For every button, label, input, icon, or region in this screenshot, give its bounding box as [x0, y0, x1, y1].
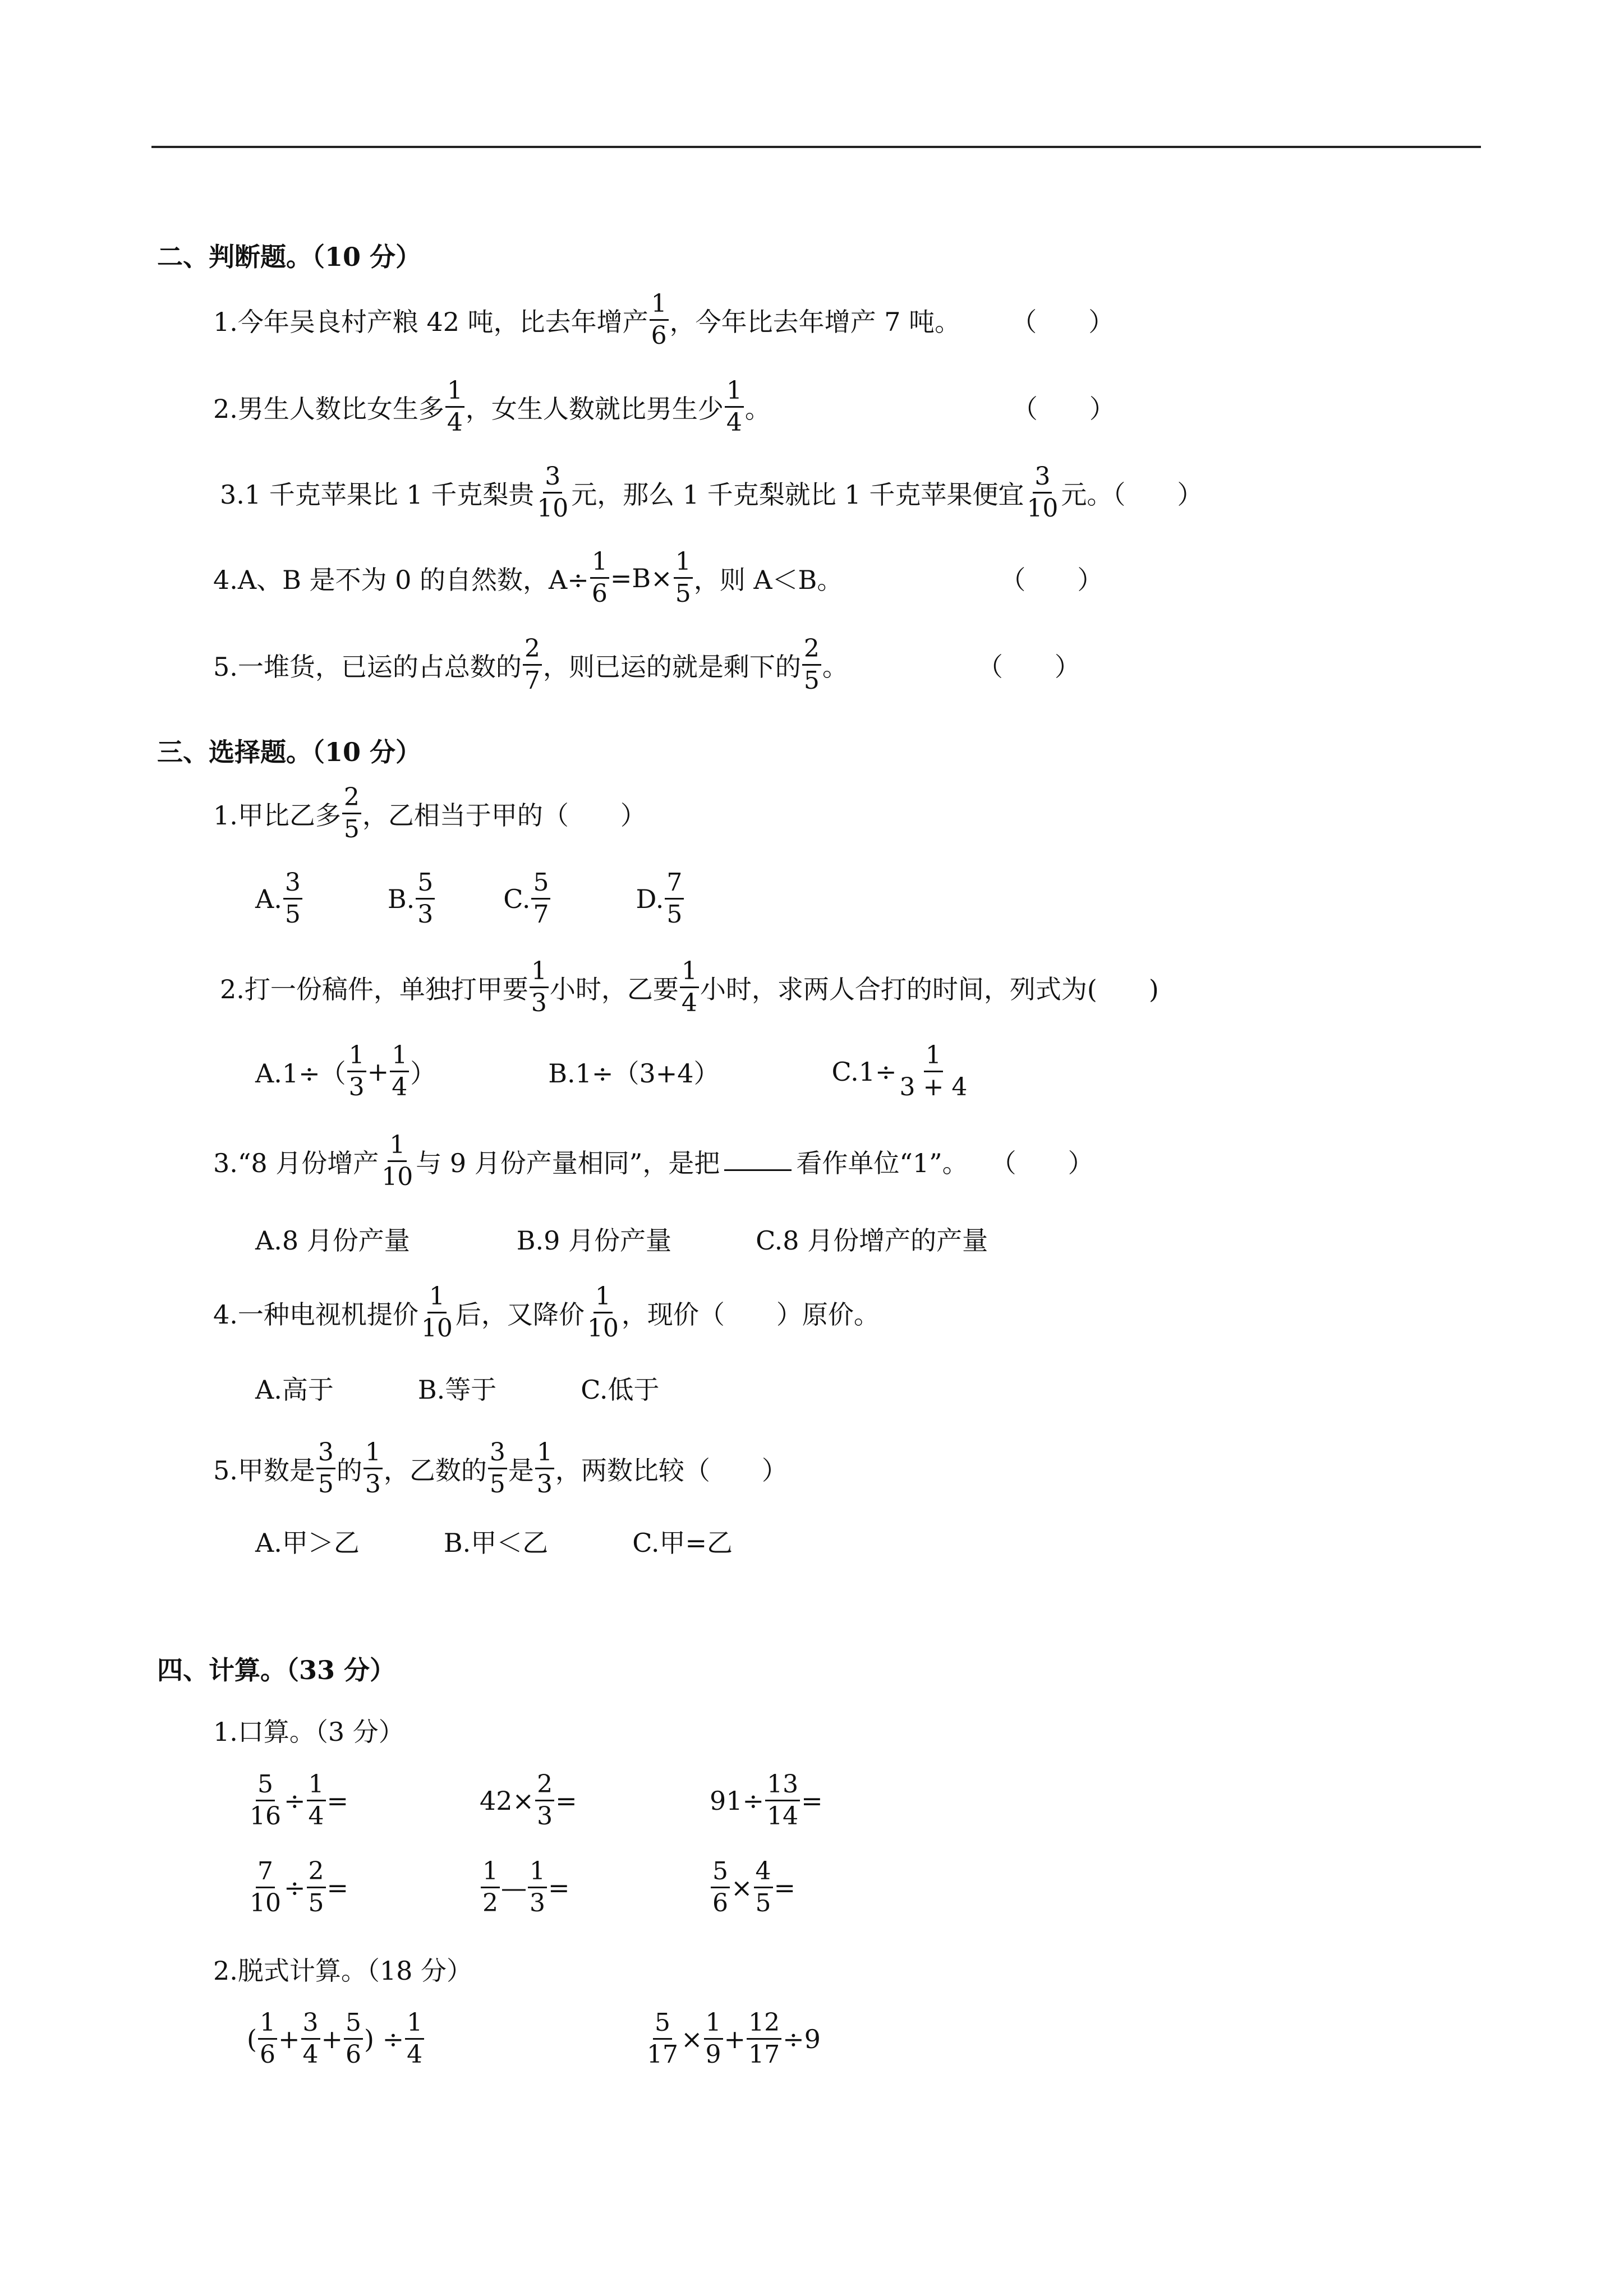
- fraction: $\frac{3}{10}$: [537, 462, 569, 523]
- q-text: ，今年比去年增产 7 吨。: [669, 306, 961, 337]
- fraction: $\frac{3}{10}$: [1027, 462, 1059, 523]
- fraction: $\frac{1}{4}$: [680, 959, 699, 1016]
- fraction: $\frac{1}{3}$: [347, 1043, 366, 1100]
- fill-blank[interactable]: [724, 1169, 792, 1171]
- option-c[interactable]: C.甲=乙: [632, 1528, 733, 1558]
- operator: ×: [731, 1872, 753, 1903]
- fraction: $\frac{12}{17}$: [747, 2011, 781, 2067]
- choice-q2: [220, 959, 1159, 1016]
- equals: =: [326, 1872, 349, 1903]
- answer-paren[interactable]: （ ）: [1011, 393, 1115, 424]
- q-text: 5.甲数是: [213, 1455, 315, 1486]
- q-text: 的: [336, 1455, 362, 1486]
- oral-calc-title: [213, 1712, 404, 1749]
- option-a[interactable]: A.: [255, 883, 282, 914]
- choice-q1-options: [255, 870, 685, 927]
- q-text: 3.“8 月份增产: [213, 1147, 379, 1178]
- oral-expr-6: [710, 1859, 795, 1916]
- operator: ÷: [284, 1785, 306, 1816]
- option-b[interactable]: B.等于: [417, 1375, 497, 1405]
- choice-q1: [213, 785, 646, 842]
- fraction: $\frac{5}{6}$: [344, 2011, 363, 2067]
- option-d[interactable]: D.: [636, 883, 664, 914]
- choice-q5-options: [255, 1523, 733, 1560]
- choice-q3-options: [255, 1220, 988, 1257]
- option-c[interactable]: C.1÷: [831, 1056, 897, 1087]
- fraction: $\frac{1}{6}$: [590, 550, 609, 606]
- oral-expr-2: [480, 1772, 577, 1829]
- q-text: 2.打一份稿件，单独打甲要: [220, 974, 528, 1004]
- q-text: 小时，乙要: [549, 974, 679, 1004]
- option-a[interactable]: A.1÷（: [255, 1058, 346, 1089]
- q-text[interactable]: 元。（ ）: [1061, 479, 1203, 510]
- step-expr-1: [247, 2008, 425, 2069]
- equals: =: [555, 1785, 577, 1816]
- operator: +: [321, 2023, 343, 2054]
- operand: 91÷: [710, 1785, 765, 1816]
- fraction: $\frac{2}{5}$: [342, 785, 361, 842]
- fraction: $\frac{5}{7}$: [531, 870, 550, 927]
- choice-q3: [213, 1133, 1094, 1190]
- option-a[interactable]: A.高于: [255, 1375, 334, 1405]
- fraction: $\frac{1}{3}$: [364, 1440, 383, 1497]
- operator: ×: [681, 2023, 703, 2054]
- operator: ÷: [374, 2023, 404, 2054]
- answer-paren[interactable]: （ ）: [977, 651, 1080, 682]
- answer-paren[interactable]: （ ）: [990, 1147, 1094, 1178]
- q-text: 是: [508, 1455, 534, 1486]
- q-text: =B×: [610, 563, 673, 593]
- subsection-title: 2.脱式计算。（18 分）: [213, 1956, 473, 1986]
- header-rule: [151, 146, 1481, 148]
- q-text: 4.一种电视机提价: [213, 1299, 418, 1330]
- option-c[interactable]: C.低于: [581, 1375, 660, 1405]
- section-4-title: 四、计算。（33 分）: [157, 1655, 396, 1685]
- option-b[interactable]: B.甲＜乙: [443, 1528, 549, 1558]
- choice-q2-options: [255, 1043, 970, 1100]
- fraction: $\frac{1}{4}$: [390, 1043, 409, 1100]
- fraction: $\frac{13}{14}$: [765, 1772, 800, 1829]
- fraction: $\frac{5}{16}$: [250, 1770, 281, 1831]
- fraction: $\frac{1}{10}$: [587, 1282, 619, 1343]
- q-text: ，女生人数就比男生少: [465, 393, 724, 424]
- option-b[interactable]: B.1÷（3+4）: [548, 1058, 720, 1089]
- fraction: $\frac{1}{3 + 4}$: [899, 1041, 968, 1101]
- operator: —: [501, 1872, 527, 1903]
- option-b[interactable]: B.9 月份产量: [516, 1225, 672, 1256]
- equals: =: [326, 1785, 349, 1816]
- fraction: $\frac{1}{4}$: [307, 1772, 326, 1829]
- q-text: 与 9 月份产量相同”，是把: [416, 1147, 720, 1178]
- fraction: $\frac{1}{9}$: [704, 2011, 723, 2067]
- oral-expr-3: [710, 1772, 823, 1829]
- fraction: $\frac{2}{7}$: [523, 637, 542, 693]
- operand: ÷9: [783, 2023, 821, 2054]
- operand: 42×: [480, 1785, 535, 1816]
- fraction: $\frac{7}{5}$: [665, 870, 684, 927]
- fraction: $\frac{2}{5}$: [307, 1859, 326, 1916]
- fraction: $\frac{1}{10}$: [381, 1131, 413, 1191]
- fraction: $\frac{1}{5}$: [674, 550, 693, 606]
- paren-open: (: [247, 2023, 257, 2054]
- q-text: 。: [744, 393, 771, 424]
- fraction: $\frac{3}{5}$: [283, 870, 302, 927]
- fraction: $\frac{2}{5}$: [802, 637, 821, 693]
- operator: +: [724, 2023, 746, 2054]
- option-b[interactable]: B.: [387, 883, 415, 914]
- fraction: $\frac{2}{3}$: [535, 1772, 554, 1829]
- equals: =: [774, 1872, 796, 1903]
- fraction: $\frac{1}{6}$: [258, 2011, 277, 2067]
- plus-sign: +: [367, 1056, 389, 1087]
- q-text: 1.今年吴良村产粮 42 吨，比去年增产: [213, 306, 648, 337]
- q-text: 4.A、B 是不为 0 的自然数，A÷: [213, 564, 589, 595]
- q-text: 3.1 千克苹果比 1 千克梨贵: [220, 479, 535, 510]
- step-calc-title: [213, 1951, 472, 1988]
- q-text: ，则已运的就是剩下的: [542, 651, 801, 682]
- fraction: $\frac{1}{4}$: [725, 379, 744, 435]
- answer-paren[interactable]: （ ）: [1011, 306, 1115, 337]
- fraction: $\frac{1}{4}$: [445, 379, 464, 435]
- fraction: $\frac{1}{4}$: [405, 2011, 424, 2067]
- option-a[interactable]: A.8 月份产量: [255, 1225, 410, 1256]
- fraction: $\frac{1}{6}$: [650, 292, 669, 348]
- paren-close: ）: [410, 1058, 436, 1089]
- operator: +: [278, 2023, 300, 2054]
- fraction: $\frac{7}{10}$: [250, 1857, 281, 1917]
- fraction: $\frac{5}{17}$: [647, 2008, 678, 2069]
- option-c[interactable]: C.8 月份增产的产量: [756, 1225, 988, 1256]
- choice-q5: [213, 1440, 788, 1497]
- fraction: $\frac{1}{3}$: [535, 1440, 554, 1497]
- step-expr-2: [644, 2008, 821, 2069]
- fraction: $\frac{1}{10}$: [421, 1282, 453, 1343]
- q-text: 1.甲比乙多: [213, 800, 341, 831]
- paren-close: ): [364, 2023, 374, 2054]
- fraction: $\frac{1}{3}$: [530, 959, 549, 1016]
- q-text: 看作单位“1”。: [796, 1147, 968, 1178]
- equals: =: [548, 1872, 570, 1903]
- fraction: $\frac{3}{5}$: [488, 1440, 507, 1497]
- section-2-title: 二、判断题。（10 分）: [157, 242, 422, 272]
- oral-expr-1: [247, 1772, 348, 1829]
- equals: =: [801, 1785, 823, 1816]
- oral-expr-4: [247, 1859, 348, 1916]
- q-text: 后，又降价: [455, 1299, 585, 1330]
- operator: ÷: [284, 1872, 306, 1903]
- q-text: ，则 A＜B。: [693, 564, 843, 595]
- q-text: 元，那么 1 千克梨就比 1 千克苹果便宜: [571, 479, 1024, 510]
- fraction: $\frac{3}{5}$: [316, 1440, 335, 1497]
- subsection-title: 1.口算。（3 分）: [213, 1717, 404, 1747]
- fraction: $\frac{3}{4}$: [301, 2011, 320, 2067]
- q-text[interactable]: ，现价（ ）原价。: [621, 1299, 880, 1330]
- section-3-title: 三、选择题。（10 分）: [157, 737, 422, 767]
- q-text: ，乙数的: [383, 1455, 487, 1486]
- choice-q4-options: [255, 1370, 659, 1407]
- fraction: $\frac{1}{2}$: [481, 1859, 500, 1916]
- judge-q5: [213, 634, 1080, 695]
- judge-q2: [213, 376, 1115, 437]
- judge-q3: [220, 464, 1203, 521]
- q-text: 2.男生人数比女生多: [213, 393, 444, 424]
- judge-q1: [213, 289, 1115, 350]
- q-text: 。: [822, 651, 848, 682]
- fraction: $\frac{5}{6}$: [711, 1859, 730, 1916]
- q-text: 5.一堆货，已运的占总数的: [213, 651, 522, 682]
- judge-q4: [213, 547, 1103, 608]
- oral-expr-5: [480, 1859, 570, 1916]
- fraction: $\frac{4}{5}$: [754, 1859, 773, 1916]
- option-a[interactable]: A.甲＞乙: [255, 1528, 360, 1558]
- q-text[interactable]: ，乙相当于甲的（ ）: [362, 800, 646, 831]
- q-text[interactable]: 小时，求两人合打的时间，列式为( ): [700, 974, 1159, 1004]
- answer-paren[interactable]: （ ）: [1000, 564, 1103, 595]
- option-c[interactable]: C.: [503, 883, 531, 914]
- fraction: $\frac{5}{3}$: [416, 870, 435, 927]
- q-text[interactable]: ，两数比较（ ）: [555, 1455, 788, 1486]
- choice-q4: [213, 1284, 880, 1341]
- fraction: $\frac{1}{3}$: [528, 1859, 547, 1916]
